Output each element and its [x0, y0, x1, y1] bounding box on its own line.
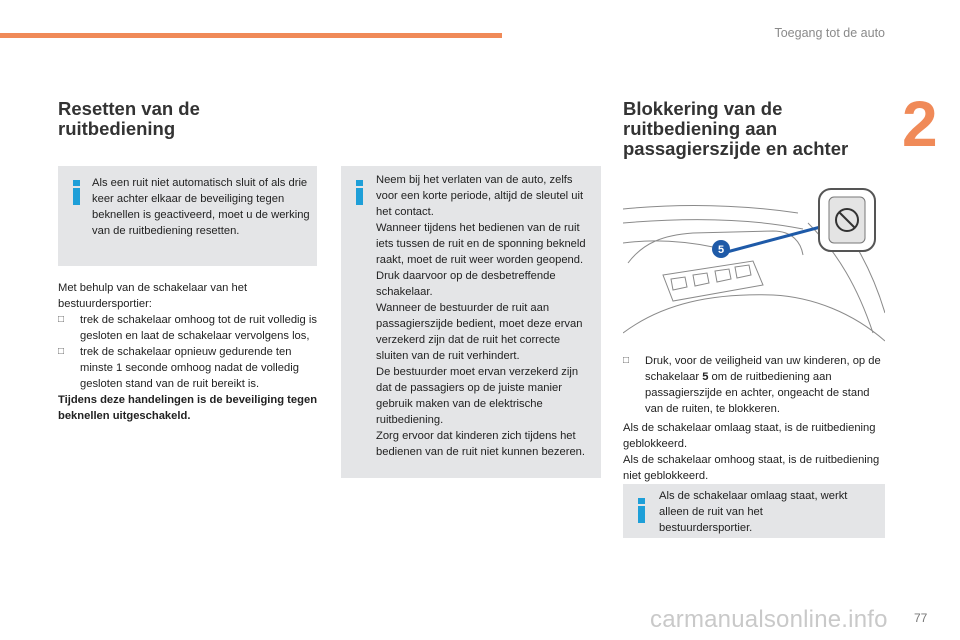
bullet-icon: □: [623, 355, 630, 366]
switch-number: 5: [702, 371, 709, 383]
blocking-explanation: Als de schakelaar omlaag staat, is de ruitbediening geblokkeerd. Als de schakelaar omhoog staat, is de ruitbediening niet geblokkeerd.: [623, 422, 880, 482]
accent-bar: [0, 33, 502, 38]
blocking-step: [623, 353, 889, 417]
watermark: carmanualsonline.info: [650, 606, 888, 633]
step-text: trek de schakelaar omhoog tot de ruit volledig is gesloten en laat de schakelaar vervolgens los,: [80, 314, 317, 342]
list-item: [623, 353, 889, 417]
blocking-title: Blokkering van de ruitbediening aan passagierszijde en achter: [623, 98, 849, 159]
bullet-text: Druk, voor de veiligheid van uw kinderen, op de schakelaar: [645, 355, 881, 383]
list-item: [58, 344, 320, 392]
info-icon: [356, 180, 363, 205]
info-note-text: Neem bij het verlaten van de auto, zelfs voor een korte periode, altijd de sleutel uit het contact. Wanneer tijdens het bedienen van de ruit iets tussen de ruit en de sponning bekneld raakt, moet de ruit weer worden geopend. Druk daarvoor op de desbetreffende schakelaar. Wanneer de bestuurder de ruit aan passagierszijde bedient, moet deze ervan verzekerd zijn dat de ruit het correcte sluiten van de ruit verhindert. De bestuurder moet ervan verzekerd zijn dat de passagiers op de juiste manier gebruik maken van de elektrische ruitbediening. Zorg ervoor dat kinderen zich tijdens het bedienen van de ruit niet kunnen bezeren.: [376, 174, 586, 458]
list-item: [58, 312, 320, 344]
bullet-icon: □: [58, 314, 65, 325]
info-note-reset: [58, 166, 317, 266]
warning-text: Tijdens deze handelingen is de beveiliging tegen beknellen uitgeschakeld.: [58, 394, 318, 422]
info-icon: [638, 498, 645, 523]
door-switch-figure: [623, 183, 885, 343]
info-note-safety: [341, 166, 601, 478]
bullet-text-rest: om de ruitbediening aan passagierszijde en achter, ongeacht de stand van de ruiten, te blokkeren.: [645, 371, 870, 415]
section-header: Toegang tot de auto: [774, 26, 885, 40]
reset-instructions: [58, 280, 320, 424]
info-icon: [73, 180, 80, 205]
reset-title: Resetten van de ruitbediening: [58, 98, 200, 139]
info-note-blocking: [623, 484, 885, 538]
bullet-icon: □: [58, 346, 65, 357]
door-panel-illustration: [623, 183, 885, 343]
reset-intro: Met behulp van de schakelaar van het bestuurdersportier:: [58, 282, 248, 310]
page-number: 77: [914, 611, 928, 625]
info-note-text: Als een ruit niet automatisch sluit of als drie keer achter elkaar de beveiliging tegen beknellen is geactiveerd, moet u de werking van de ruitbediening resetten.: [92, 177, 310, 237]
info-note-text: Als de schakelaar omlaag staat, werkt alleen de ruit van het bestuurdersportier.: [659, 490, 848, 534]
callout-label: 5: [717, 244, 725, 256]
step-text: trek de schakelaar opnieuw gedurende ten minste 1 seconde omhoog nadat de volledig gesloten stand van de ruit bereikt is.: [80, 346, 299, 390]
chapter-number: 2: [902, 88, 938, 160]
